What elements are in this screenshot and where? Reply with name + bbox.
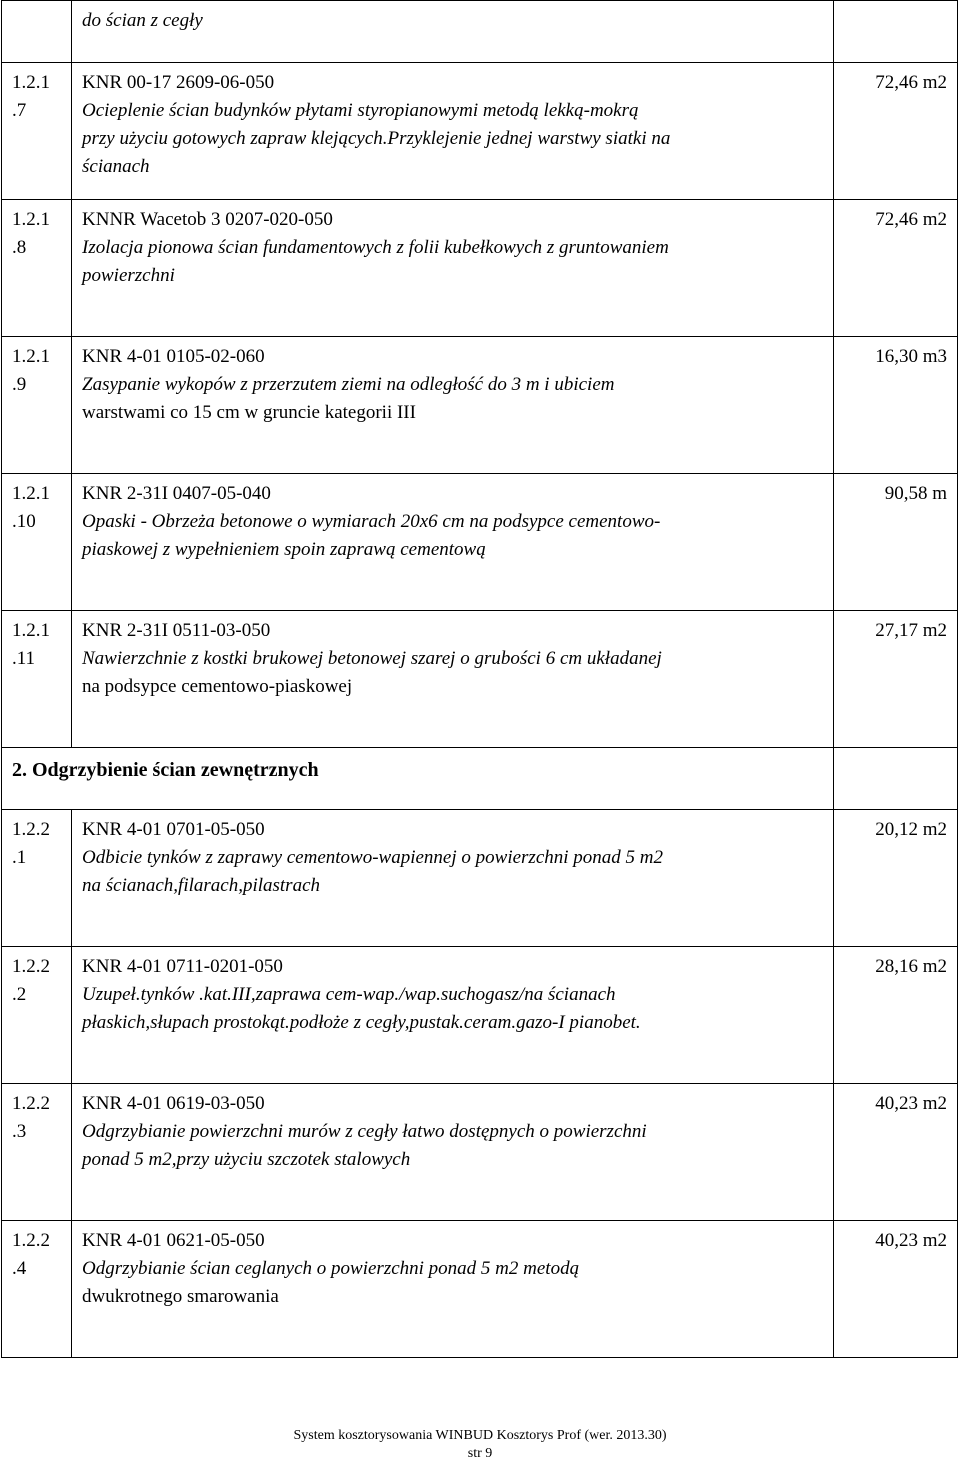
item-quantity: 72,46 m2 xyxy=(834,200,958,337)
item-number-suffix: .8 xyxy=(12,237,27,258)
description-line: Nawierzchnie z kostki brukowej betonowej szarej o grubości 6 cm układanej xyxy=(82,648,662,669)
table-row xyxy=(2,337,958,474)
item-number: 1.2.1 xyxy=(12,72,50,93)
description-line: przy użyciu gotowych zapraw klejących.Przyklejenie jednej warstwy siatki na xyxy=(82,128,671,149)
item-quantity: 20,12 m2 xyxy=(834,810,958,947)
item-number-suffix: .11 xyxy=(12,648,36,669)
item-quantity-cell xyxy=(834,1,958,63)
item-description-cell xyxy=(72,200,834,337)
item-number: 1.2.2 xyxy=(12,1093,50,1114)
table-row xyxy=(2,810,958,947)
section-empty-cell xyxy=(834,748,958,810)
item-number-suffix: .9 xyxy=(12,374,27,395)
item-quantity: 40,23 m2 xyxy=(834,1084,958,1221)
table-row xyxy=(2,1084,958,1221)
cost-estimate-table xyxy=(1,0,958,1358)
item-number-cell xyxy=(2,611,72,748)
footer-page-number: str 9 xyxy=(467,1446,493,1461)
item-number-cell xyxy=(2,947,72,1084)
item-description-cell xyxy=(72,474,834,611)
item-number: 1.2.2 xyxy=(12,1230,50,1251)
item-number: 1.2.1 xyxy=(12,209,50,230)
item-number-suffix: .4 xyxy=(12,1258,27,1279)
section-name: Odgrzybienie ścian zewnętrznych xyxy=(32,759,319,781)
table-row xyxy=(2,1221,958,1358)
description-line: Zasypanie wykopów z przerzutem ziemi na odległość do 3 m i ubiciem xyxy=(82,374,615,395)
description-line: Uzupeł.tynków .kat.III,zaprawa cem-wap./wap.suchogasz/na ścianach xyxy=(82,984,616,1005)
knr-code: KNR 4-01 0711-0201-050 xyxy=(82,956,283,977)
item-number-suffix: .1 xyxy=(12,847,27,868)
section-number: 2. xyxy=(12,759,27,781)
description-line: na ścianach,filarach,pilastrach xyxy=(82,875,321,896)
item-quantity: 27,17 m2 xyxy=(834,611,958,748)
description-line: płaskich,słupach prostokąt.podłoże z cegły,pustak.ceram.gazo-I pianobet. xyxy=(82,1012,641,1033)
item-number-suffix: .10 xyxy=(12,511,36,532)
item-quantity: 72,46 m2 xyxy=(834,63,958,200)
item-description-cell xyxy=(72,337,834,474)
item-number-cell xyxy=(2,1084,72,1221)
knr-code: KNNR Wacetob 3 0207-020-050 xyxy=(82,209,333,230)
item-number-suffix: .7 xyxy=(12,100,27,121)
knr-code: KNR 2-31I 0407-05-040 xyxy=(82,483,271,504)
item-number: 1.2.1 xyxy=(12,483,50,504)
description-line: Ocieplenie ścian budynków płytami styropianowymi metodą lekką-mokrą xyxy=(82,100,639,121)
description-line: powierzchni xyxy=(82,265,175,286)
item-number: 1.2.2 xyxy=(12,956,50,977)
item-description-cell xyxy=(72,1084,834,1221)
description-line: Izolacja pionowa ścian fundamentowych z folii kubełkowych z gruntowaniem xyxy=(82,237,669,258)
description-line: Opaski - Obrzeża betonowe o wymiarach 20x6 cm na podsypce cementowo- xyxy=(82,511,661,532)
description-line: Odgrzybianie ścian ceglanych o powierzchni ponad 5 m2 metodą xyxy=(82,1258,580,1279)
knr-code: KNR 4-01 0701-05-050 xyxy=(82,819,265,840)
table-row xyxy=(2,947,958,1084)
description-line: ponad 5 m2,przy użyciu szczotek stalowych xyxy=(82,1149,411,1170)
table-row xyxy=(2,63,958,200)
footer-system-info: System kosztorysowania WINBUD Kosztorys Prof (wer. 2013.30) xyxy=(293,1428,667,1443)
knr-code: KNR 2-31I 0511-03-050 xyxy=(82,620,271,641)
item-number-cell xyxy=(2,337,72,474)
table-row xyxy=(2,611,958,748)
item-number-cell xyxy=(2,474,72,611)
section-title xyxy=(2,748,834,810)
item-number-suffix: .2 xyxy=(12,984,27,1005)
item-description-cell xyxy=(72,1221,834,1358)
item-quantity: 28,16 m2 xyxy=(834,947,958,1084)
description-line: na podsypce cementowo-piaskowej xyxy=(82,676,353,697)
item-number-cell xyxy=(2,1221,72,1358)
description-line: piaskowej z wypełnieniem spoin zaprawą cementową xyxy=(82,539,486,560)
knr-code: KNR 4-01 0621-05-050 xyxy=(82,1230,265,1251)
description-line: Odgrzybianie powierzchni murów z cegły łatwo dostępnych o powierzchni xyxy=(82,1121,647,1142)
item-number-cell xyxy=(2,810,72,947)
section-header-row xyxy=(2,748,958,810)
item-number: 1.2.2 xyxy=(12,819,50,840)
description-line: ścianach xyxy=(82,156,150,177)
item-description-cell xyxy=(72,63,834,200)
item-quantity: 90,58 m xyxy=(834,474,958,611)
description-line: do ścian z cegły xyxy=(82,10,203,31)
item-description-cell xyxy=(72,1,834,63)
table-row xyxy=(2,1,958,63)
description-line: warstwami co 15 cm w gruncie kategorii III xyxy=(82,402,416,423)
item-number: 1.2.1 xyxy=(12,346,50,367)
item-number-suffix: .3 xyxy=(12,1121,27,1142)
item-number-cell xyxy=(2,1,72,63)
description-line: Odbicie tynków z zaprawy cementowo-wapiennej o powierzchni ponad 5 m2 xyxy=(82,847,664,868)
table-row xyxy=(2,200,958,337)
item-description-cell xyxy=(72,810,834,947)
knr-code: KNR 4-01 0105-02-060 xyxy=(82,346,265,367)
item-quantity: 40,23 m2 xyxy=(834,1221,958,1358)
table-row xyxy=(2,474,958,611)
knr-code: KNR 00-17 2609-06-050 xyxy=(82,72,275,93)
item-quantity: 16,30 m3 xyxy=(834,337,958,474)
item-number-cell xyxy=(2,63,72,200)
item-description-cell xyxy=(72,947,834,1084)
item-number: 1.2.1 xyxy=(12,620,50,641)
item-number-cell xyxy=(2,200,72,337)
knr-code: KNR 4-01 0619-03-050 xyxy=(82,1093,265,1114)
description-line: dwukrotnego smarowania xyxy=(82,1286,279,1307)
item-description-cell xyxy=(72,611,834,748)
